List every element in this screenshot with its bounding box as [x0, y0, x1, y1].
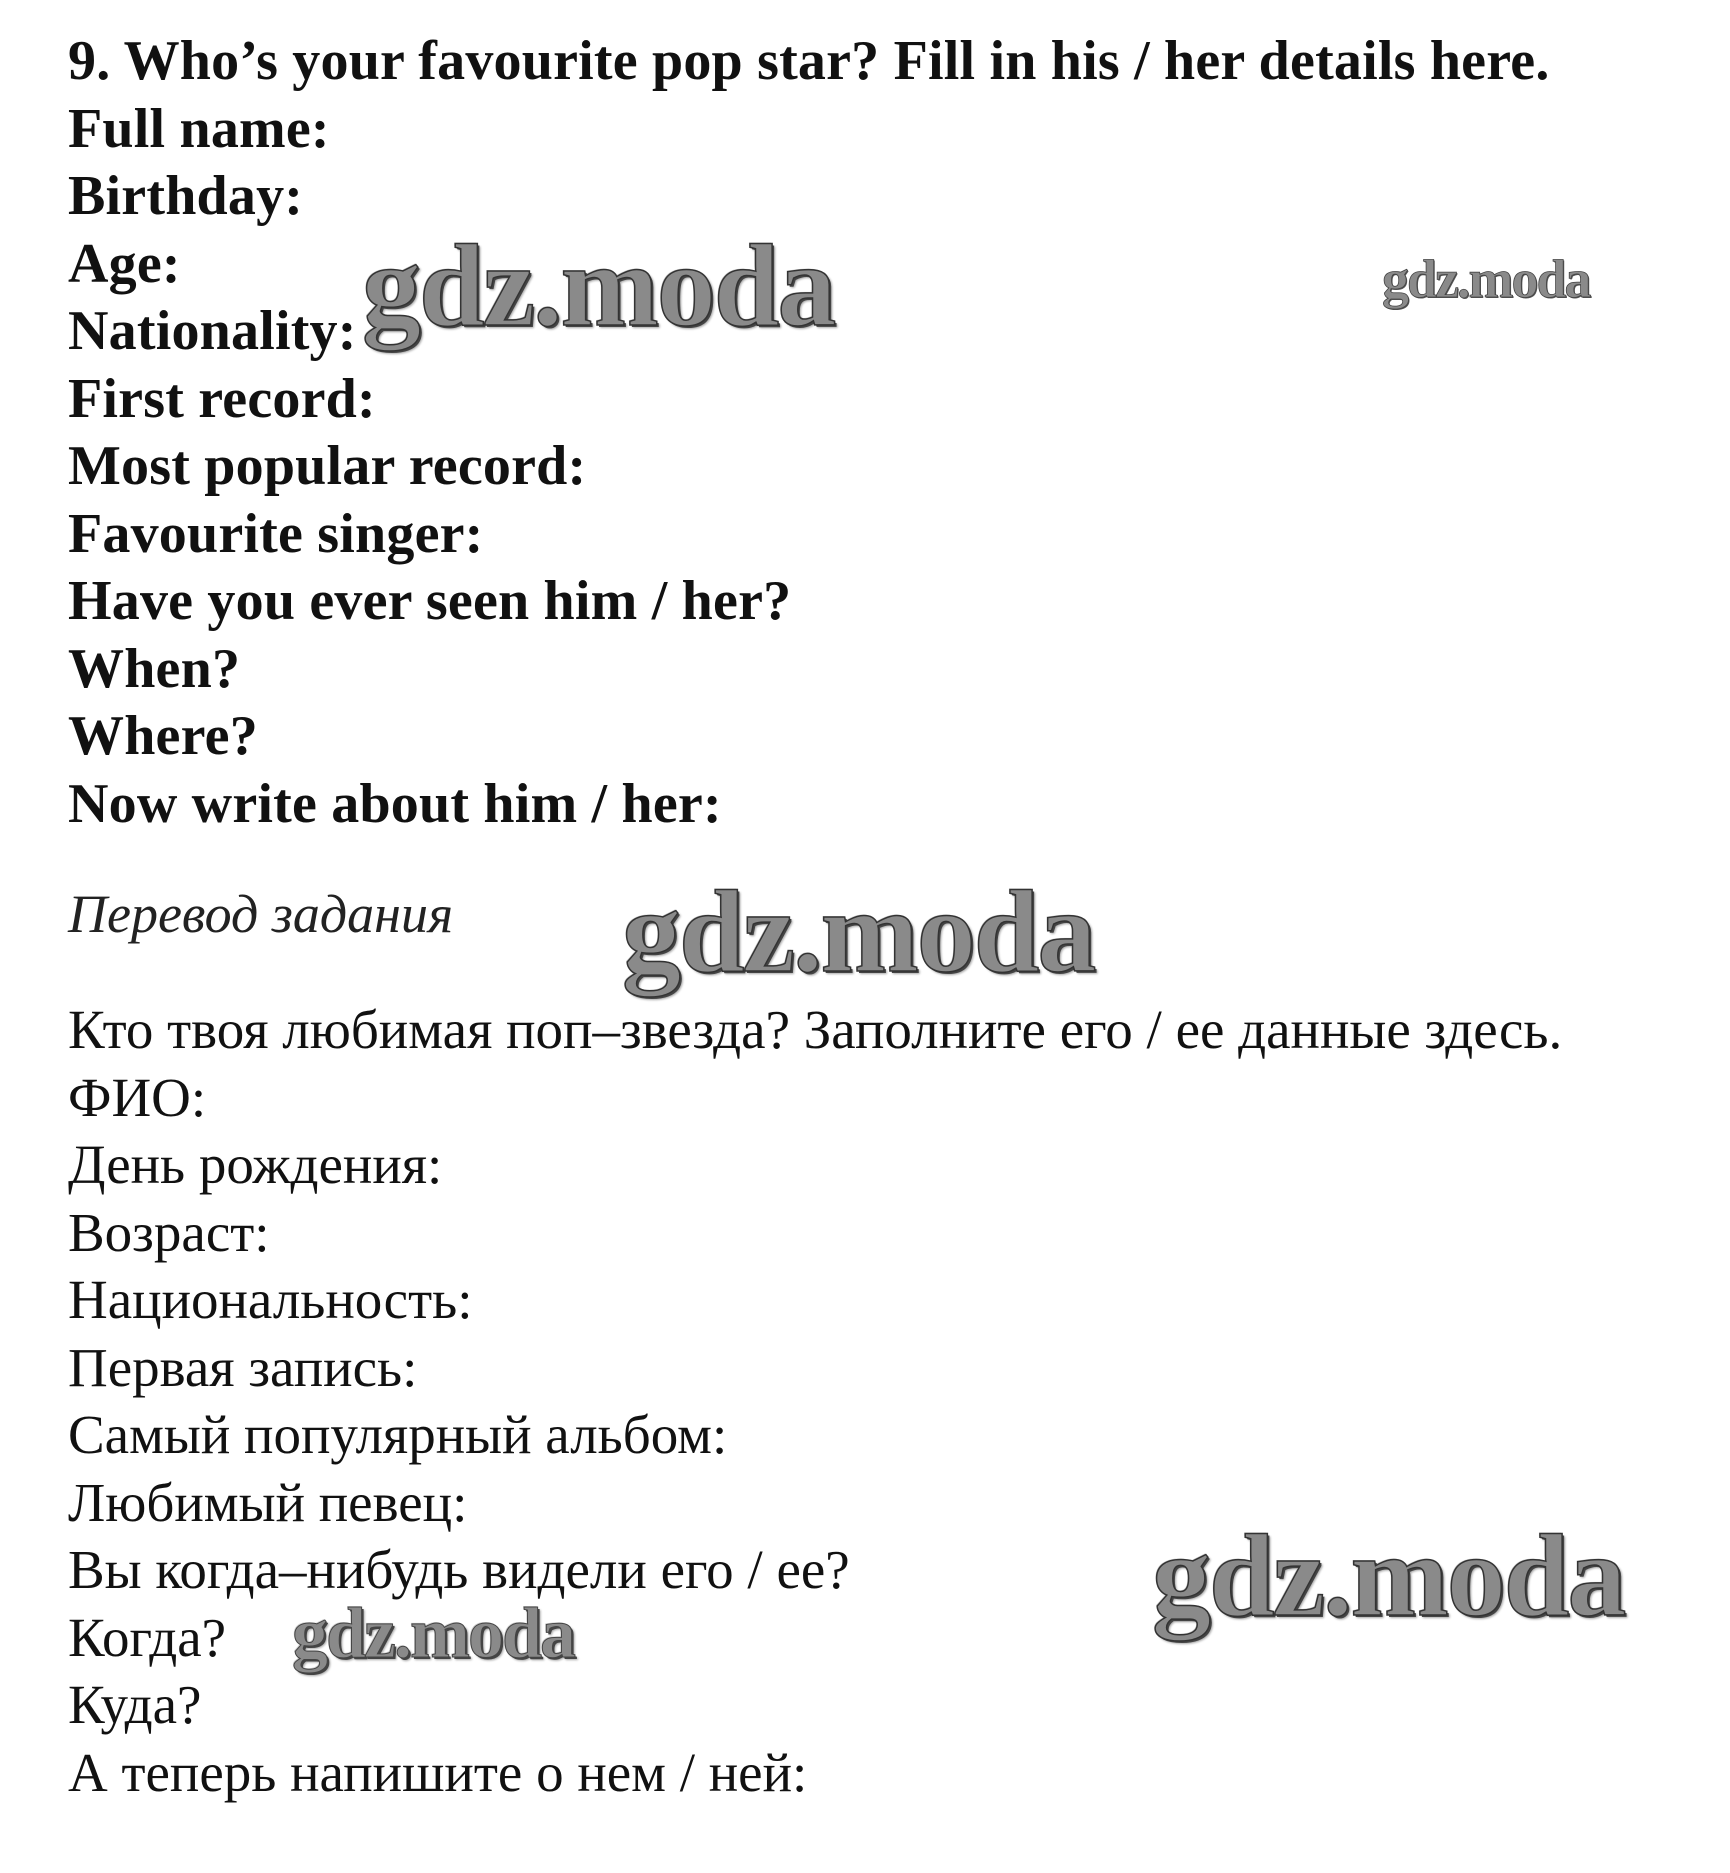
translation-line: Любимый певец:: [68, 1471, 468, 1533]
watermark: gdz.moda: [362, 220, 835, 351]
watermark: gdz.moda: [1382, 249, 1590, 309]
translation-line: Вы когда–нибудь видели его / ее?: [68, 1539, 850, 1600]
field-favourite-singer: Favourite singer:: [68, 502, 484, 565]
field-most-popular-record: Most popular record:: [68, 435, 587, 497]
task-block: [68, 28, 1688, 838]
translation-line: Самый популярный альбом:: [68, 1404, 728, 1465]
translation-line: Когда?: [68, 1606, 227, 1668]
translation-line: Куда?: [68, 1674, 202, 1735]
task-heading: 9. Who’s your favourite pop star? Fill in his / her details here.: [68, 30, 1550, 92]
field-full-name: Full name:: [68, 97, 330, 160]
translation-line: Возраст:: [68, 1201, 270, 1263]
translation-heading: Перевод задания: [68, 884, 454, 944]
watermark: gdz.moda: [1152, 1510, 1625, 1641]
field-seen-question: Have you ever seen him / her?: [68, 570, 792, 632]
translation-line: Кто твоя любимая поп–звезда? Заполните его / ее данные здесь.: [68, 999, 1563, 1060]
translation-block: [68, 996, 1688, 1806]
field-nationality: Nationality:: [68, 300, 357, 362]
translation-line: ФИО:: [68, 1066, 207, 1128]
field-where: Where?: [68, 705, 258, 767]
translation-line: День рождения:: [68, 1134, 443, 1195]
field-write-about: Now write about him / her:: [68, 772, 722, 835]
field-first-record: First record:: [68, 367, 376, 430]
translation-line: Национальность:: [68, 1269, 473, 1330]
translation-line: А теперь напишите о нем / ней:: [68, 1741, 808, 1803]
field-when: When?: [68, 637, 241, 700]
field-birthday: Birthday:: [68, 165, 304, 227]
translation-line: Первая запись:: [68, 1336, 418, 1398]
watermark: gdz.moda: [622, 866, 1095, 997]
watermark: gdz.moda: [292, 1593, 575, 1673]
field-age: Age:: [68, 232, 181, 295]
